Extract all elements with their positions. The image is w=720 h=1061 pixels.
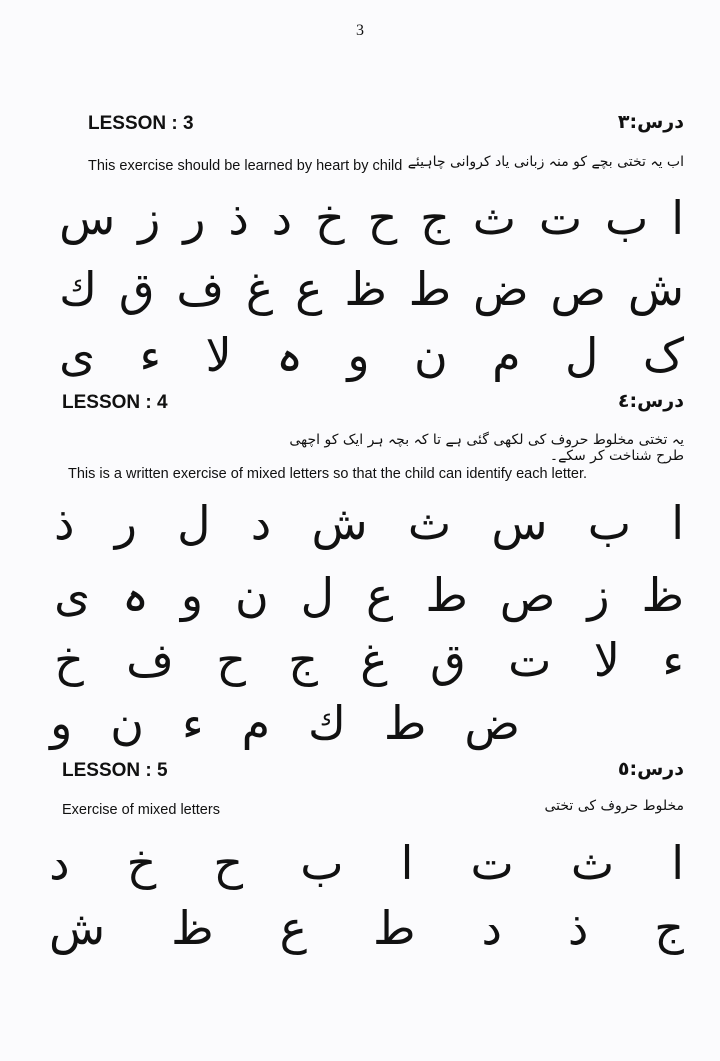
letter: ر	[183, 191, 206, 245]
lesson-4-row-1	[54, 496, 684, 550]
letter: ج	[420, 191, 450, 245]
letter: د	[250, 496, 272, 550]
letter: ح	[216, 633, 246, 687]
lesson-4-instruction: This is a written exercise of mixed letters so that the child can identify each letter.	[68, 466, 588, 482]
letter: ح	[213, 836, 244, 890]
letter: و	[347, 328, 370, 382]
letter: ل	[565, 328, 599, 382]
lesson-3-title: LESSON : 3	[88, 113, 194, 134]
letter: ط	[372, 901, 416, 955]
lesson-5-row-1	[49, 836, 684, 890]
letter: ظ	[641, 568, 684, 622]
page-number: 3	[356, 22, 364, 39]
letter: و	[50, 696, 73, 750]
lesson-3-instruction: This exercise should be learned by heart by child	[88, 158, 403, 174]
letter: غ	[360, 633, 388, 687]
letter: غ	[245, 262, 274, 316]
letter: ز	[138, 191, 161, 245]
letter: ش	[49, 901, 106, 955]
lesson-3-row-3	[59, 328, 684, 382]
lesson-4-instruction-urdu: یہ تختی مخلوط حروف کی لکھی گئی ہے تا کہ بچہ ہر ایک کو اچھی طرح شناخت کر سکے۔	[289, 432, 684, 464]
letter: ت	[470, 836, 514, 890]
letter: ز	[587, 568, 610, 622]
letter: ی	[59, 328, 96, 382]
letter: ل	[300, 568, 335, 622]
letter: ذ	[54, 496, 75, 550]
letter: خ	[315, 191, 345, 245]
lesson-5-instruction: Exercise of mixed letters	[62, 802, 220, 818]
letter: ا	[671, 191, 684, 245]
letter: ء	[662, 633, 684, 687]
letter: ج	[288, 633, 318, 687]
letter: لا	[593, 633, 621, 687]
letter: ت	[508, 633, 552, 687]
lesson-4-title-urdu: درس:٤	[617, 390, 684, 412]
lesson-3-instruction-urdu: اب یہ تختی بچے کو منہ زبانی یاد کروانی چاہیئے	[407, 154, 684, 170]
letter: ث	[570, 836, 615, 890]
letter: ع	[279, 901, 308, 955]
letter: ر	[114, 496, 137, 550]
letter: ط	[383, 696, 427, 750]
letter: ش	[627, 262, 684, 316]
letter: ث	[407, 496, 452, 550]
lesson-4-row-2	[54, 568, 684, 622]
letter: ب	[587, 496, 632, 550]
lesson-4-title: LESSON : 4	[62, 392, 168, 413]
letter: و	[180, 568, 204, 622]
letter: ک	[642, 328, 684, 382]
letter: ث	[472, 191, 517, 245]
letter: ہ	[121, 568, 149, 622]
letter: ب	[300, 836, 344, 890]
letter: ق	[430, 633, 466, 687]
letter: ظ	[344, 262, 387, 316]
letter: ہ	[276, 328, 304, 382]
letter: ك	[59, 262, 98, 316]
lesson-5-title-urdu: درس:٥	[617, 758, 684, 780]
letter: ح	[367, 191, 398, 245]
letter: م	[241, 696, 271, 750]
letter: ل	[177, 496, 211, 550]
letter: ش	[311, 496, 368, 550]
letter: س	[59, 191, 116, 245]
lesson-3-row-2	[59, 262, 684, 316]
letter: ق	[118, 262, 155, 316]
letter: ا	[671, 836, 684, 890]
letter: ك	[308, 696, 346, 750]
letter: لا	[205, 328, 232, 382]
letter: ت	[538, 191, 583, 245]
letter: ض	[473, 262, 529, 316]
letter: ن	[414, 328, 448, 382]
letter: س	[491, 496, 548, 550]
letter: د	[481, 901, 502, 955]
letter: ذ	[228, 191, 249, 245]
letter: د	[49, 836, 70, 890]
letter: ب	[605, 191, 649, 245]
letter: ص	[499, 568, 556, 622]
letter: ء	[181, 696, 204, 750]
letter: ع	[295, 262, 323, 316]
letter: ف	[126, 633, 174, 687]
lesson-4-row-3	[54, 633, 684, 687]
lesson-5-instruction-urdu: مخلوط حروف کی تختی	[544, 798, 684, 814]
letter: م	[492, 328, 521, 382]
lesson-3-title-urdu: درس:٣	[617, 111, 684, 133]
letter: ص	[550, 262, 607, 316]
lesson-5-row-2	[49, 901, 684, 955]
letter: خ	[54, 633, 84, 687]
letter: ن	[110, 696, 145, 750]
letter: ی	[54, 568, 91, 622]
letter: ء	[139, 328, 162, 382]
letter: ظ	[171, 901, 214, 955]
letter: ض	[464, 696, 520, 750]
letter: ع	[365, 568, 394, 622]
letter: ا	[400, 836, 414, 890]
letter: ف	[176, 262, 225, 316]
lesson-4-row-4	[50, 696, 520, 750]
letter: ا	[671, 496, 684, 550]
letter: د	[271, 191, 293, 245]
letter: خ	[126, 836, 157, 890]
lesson-3-row-1	[59, 191, 684, 245]
letter: ج	[654, 901, 684, 955]
letter: ذ	[567, 901, 589, 955]
lesson-5-title: LESSON : 5	[62, 760, 168, 781]
letter: ط	[408, 262, 452, 316]
letter: ط	[425, 568, 468, 622]
letter: ن	[234, 568, 269, 622]
